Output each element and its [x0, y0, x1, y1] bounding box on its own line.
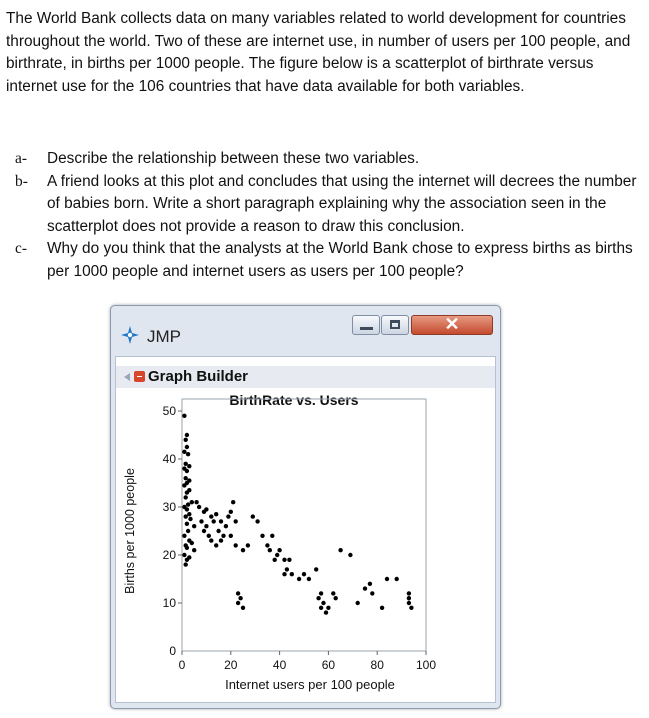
data-point — [186, 502, 190, 506]
y-tick-label: 30 — [162, 500, 176, 514]
data-point — [370, 591, 374, 595]
data-point — [184, 438, 188, 442]
data-point — [251, 514, 255, 518]
data-point — [182, 414, 186, 418]
data-point — [182, 553, 186, 557]
x-tick-label: 100 — [415, 658, 437, 672]
data-point — [229, 510, 233, 514]
plot-frame — [182, 399, 426, 651]
x-tick-label: 40 — [272, 658, 287, 672]
data-point — [212, 519, 216, 523]
data-point — [380, 606, 384, 610]
data-point — [224, 524, 228, 528]
data-point — [190, 500, 194, 504]
y-tick-label: 40 — [162, 452, 176, 466]
data-point — [302, 572, 306, 576]
close-icon: ✕ — [444, 314, 460, 334]
data-point — [307, 577, 311, 581]
data-point — [204, 524, 208, 528]
data-point — [192, 524, 196, 528]
question-item — [6, 148, 642, 171]
data-point — [314, 567, 318, 571]
data-point — [348, 553, 352, 557]
chart-title: BirthRate vs. Users — [229, 392, 359, 408]
data-point — [185, 469, 189, 473]
data-point — [287, 558, 291, 562]
data-point — [187, 512, 191, 516]
data-point — [188, 517, 192, 521]
data-point — [395, 577, 399, 581]
data-points — [182, 414, 413, 615]
data-point — [255, 519, 259, 523]
data-point — [229, 534, 233, 538]
data-point — [241, 606, 245, 610]
data-point — [236, 591, 240, 595]
data-point — [285, 567, 289, 571]
data-point — [234, 519, 238, 523]
data-point — [221, 534, 225, 538]
data-point — [214, 512, 218, 516]
data-point — [316, 596, 320, 600]
data-point — [407, 591, 411, 595]
data-point — [185, 558, 189, 562]
app-title: JMP — [147, 327, 181, 346]
data-point — [184, 495, 188, 499]
data-point — [197, 505, 201, 509]
data-point — [186, 452, 190, 456]
data-point — [185, 445, 189, 449]
y-axis-label: Births per 1000 people — [123, 468, 137, 594]
graph-builder-panel — [115, 356, 496, 703]
data-point — [187, 464, 191, 468]
data-point — [185, 507, 189, 511]
question-text: Describe the relationship between these two variables. — [47, 150, 420, 167]
data-point — [338, 548, 342, 552]
question-item — [6, 171, 642, 239]
data-point — [319, 591, 323, 595]
question-list — [6, 148, 642, 284]
minimize-icon — [360, 327, 373, 330]
data-point — [209, 538, 213, 542]
data-point — [282, 572, 286, 576]
data-point — [185, 433, 189, 437]
axis-ticks — [163, 404, 437, 672]
data-point — [199, 519, 203, 523]
data-point — [334, 596, 338, 600]
data-point — [186, 529, 190, 533]
data-point — [356, 601, 360, 605]
data-point — [185, 546, 189, 550]
data-point — [202, 529, 206, 533]
jmp-window — [110, 305, 501, 709]
data-point — [290, 572, 294, 576]
data-point — [324, 610, 328, 614]
data-point — [184, 562, 188, 566]
question-marker: c- — [15, 240, 27, 258]
data-point — [268, 548, 272, 552]
y-tick-label: 0 — [169, 644, 176, 658]
data-point — [185, 522, 189, 526]
data-point — [216, 529, 220, 533]
data-point — [190, 541, 194, 545]
data-point — [182, 450, 186, 454]
maximize-button[interactable] — [381, 315, 409, 335]
question-text: Why do you think that the analysts at the World Bank chose to express births as births per 1000 people and internet users as users per 100 people? — [47, 240, 633, 280]
window-titlebar[interactable] — [111, 306, 500, 356]
jmp-logo-icon — [119, 324, 141, 346]
data-point — [184, 476, 188, 480]
data-point — [236, 601, 240, 605]
data-point — [407, 596, 411, 600]
data-point — [326, 606, 330, 610]
minimize-button[interactable] — [352, 315, 380, 335]
data-point — [182, 483, 186, 487]
data-point — [207, 534, 211, 538]
data-point — [234, 543, 238, 547]
data-point — [407, 601, 411, 605]
data-point — [241, 548, 245, 552]
data-point — [219, 519, 223, 523]
y-tick-label: 50 — [162, 404, 176, 418]
data-point — [260, 534, 264, 538]
maximize-icon — [390, 320, 400, 329]
y-tick-label: 20 — [162, 548, 176, 562]
y-tick-label: 10 — [162, 596, 176, 610]
close-button[interactable] — [411, 315, 493, 335]
data-point — [282, 558, 286, 562]
data-point — [385, 577, 389, 581]
data-point — [231, 500, 235, 504]
data-point — [409, 606, 413, 610]
data-point — [238, 596, 242, 600]
data-point — [209, 514, 213, 518]
data-point — [368, 582, 372, 586]
data-point — [204, 507, 208, 511]
data-point — [184, 514, 188, 518]
intro-paragraph: The World Bank collects data on many variables related to world development for countries throughout the world. Two of these are internet use, in number of users per 100 people, and birthrate, in births per 1000 people. The figure below is a scatterplot of birthrate versus internet use for the 106 countries that have data available for both variables. — [6, 10, 631, 95]
data-point — [219, 538, 223, 542]
data-point — [270, 534, 274, 538]
data-point — [184, 462, 188, 466]
data-point — [194, 500, 198, 504]
data-point — [182, 534, 186, 538]
question-item — [6, 238, 642, 283]
data-point — [185, 490, 189, 494]
x-tick-label: 20 — [224, 658, 238, 672]
data-point — [192, 548, 196, 552]
data-point — [277, 548, 281, 552]
graph-builder-title: Graph Builder — [148, 368, 249, 385]
data-point — [265, 543, 269, 547]
data-point — [226, 514, 230, 518]
question-marker: a- — [15, 150, 27, 167]
data-point — [214, 543, 218, 547]
data-point — [246, 543, 250, 547]
data-point — [331, 591, 335, 595]
data-point — [319, 606, 323, 610]
data-point — [321, 601, 325, 605]
question-marker: b- — [15, 172, 28, 190]
data-point — [273, 558, 277, 562]
x-axis-label: Internet users per 100 people — [225, 677, 395, 692]
scatterplot — [116, 357, 497, 704]
data-point — [297, 577, 301, 581]
data-point — [363, 586, 367, 590]
x-tick-label: 0 — [178, 658, 186, 672]
x-tick-label: 80 — [370, 658, 384, 672]
data-point — [275, 553, 279, 557]
question-text: A friend looks at this plot and concludes that using the internet will decrees the number of babies born. Write a short paragraph explaining why the association seen in the scatterplot does not provide a reason to draw this conclusion. — [47, 172, 637, 235]
x-tick-label: 60 — [321, 658, 336, 672]
